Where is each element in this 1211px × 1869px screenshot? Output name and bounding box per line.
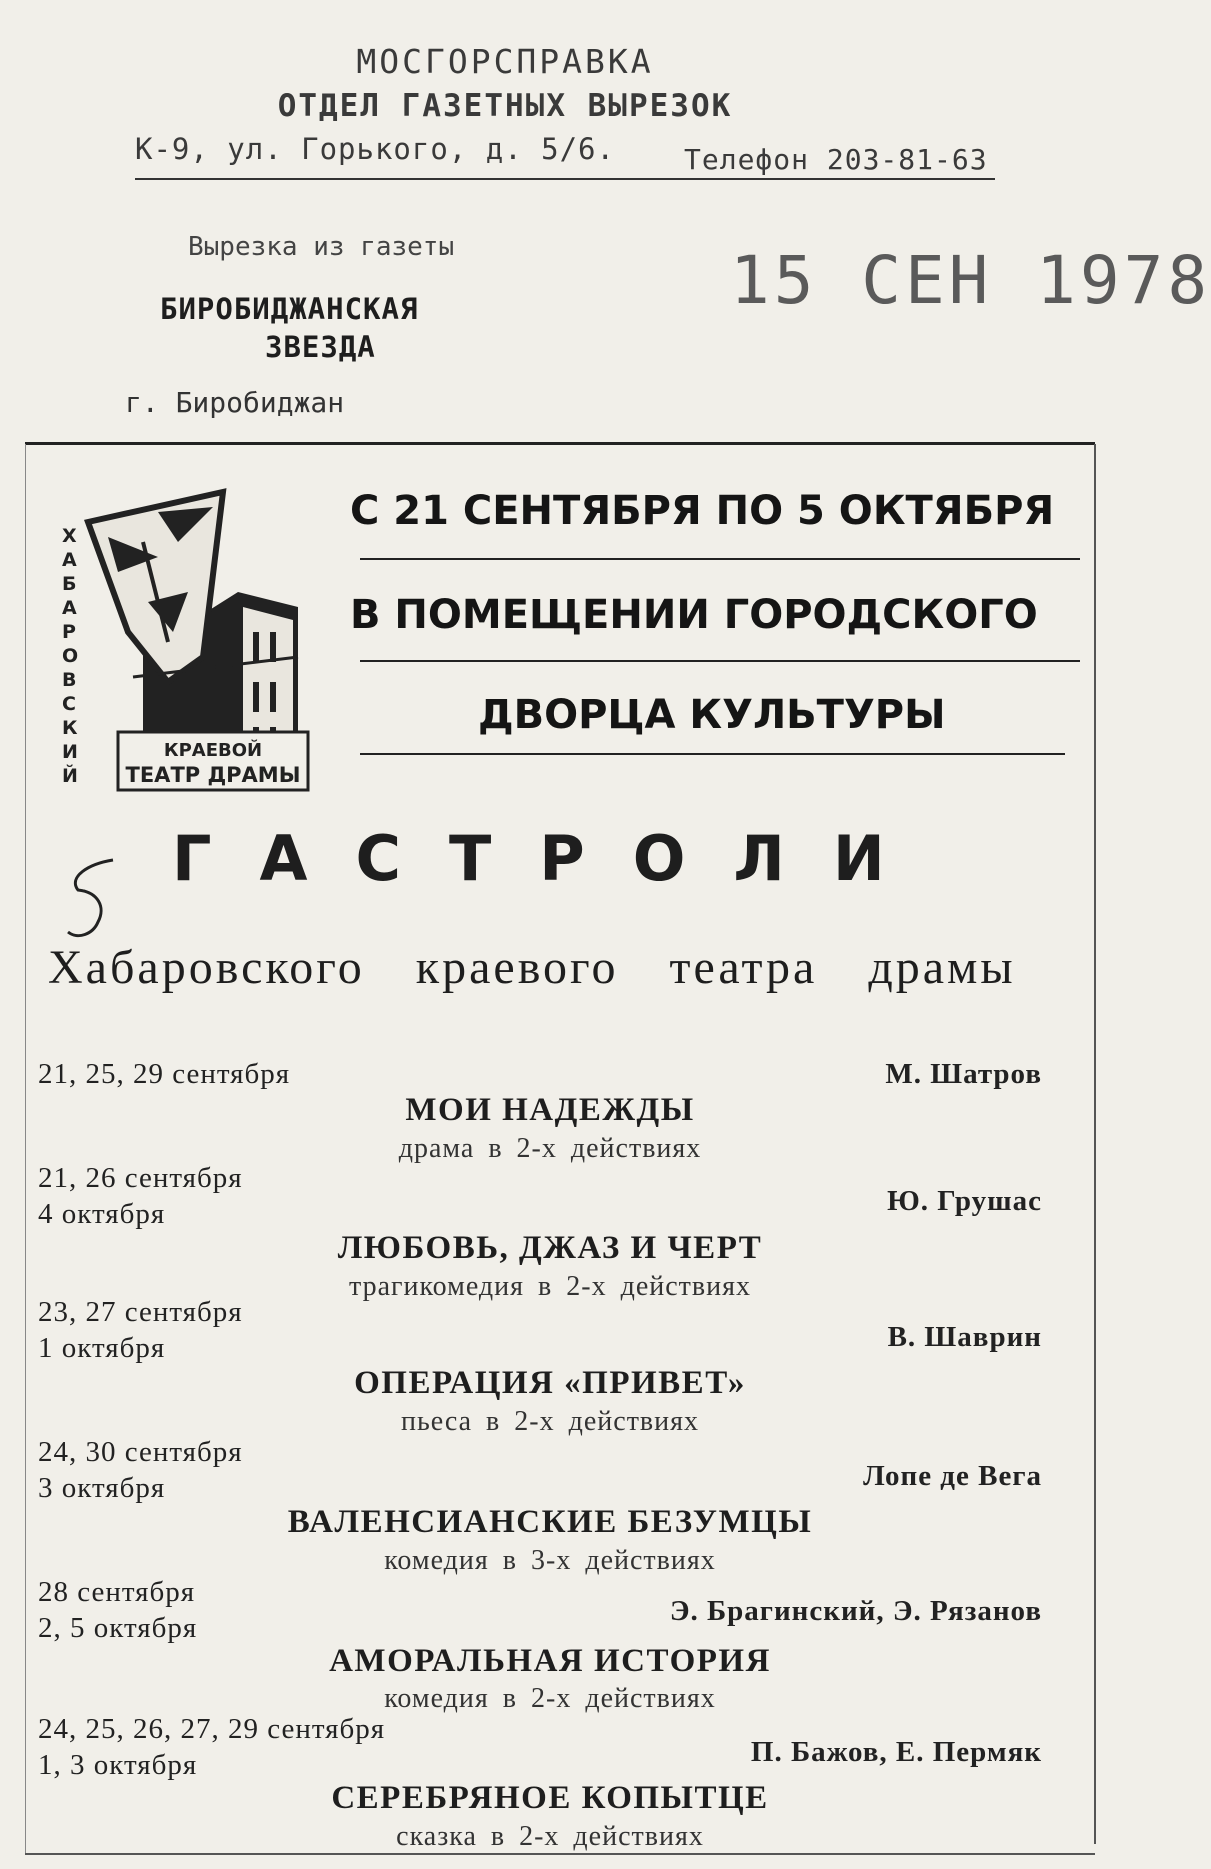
play-title: СЕРЕБРЯНОЕ КОПЫТЦЕ	[331, 1780, 769, 1816]
banner-rule-1	[360, 558, 1080, 560]
logo-text-line1: КРАЕВОЙ	[163, 740, 263, 761]
play-dates: 28 сентября	[38, 1576, 196, 1608]
logo-vertical-text: Х А Б А Р О В С К И Й	[62, 525, 79, 787]
play-dates: 1, 3 октября	[38, 1749, 198, 1781]
clipping-left-edge	[25, 444, 26, 1854]
phone: Телефон 203-81-63	[684, 143, 988, 176]
play-title: МОИ НАДЕЖДЫ	[405, 1092, 695, 1128]
cut-from-label: Вырезка из газеты	[188, 232, 455, 262]
play-author: Лопе де Вега	[863, 1460, 1042, 1492]
play-dates: 24, 25, 26, 27, 29 сентября	[38, 1713, 386, 1745]
play-author: Э. Брагинский, Э. Рязанов	[669, 1595, 1042, 1627]
venue-line2: ДВОРЦА КУЛЬТУРЫ	[478, 692, 946, 738]
play-author: М. Шатров	[885, 1058, 1042, 1090]
header-rule	[135, 178, 995, 180]
clipping-top-rule	[25, 442, 1095, 445]
tour-title: ГАСТРОЛИ	[172, 822, 933, 895]
play-dates: 4 октября	[38, 1198, 166, 1230]
address: К-9, ул. Горького, д. 5/6.	[135, 132, 615, 166]
tour-dates: С 21 СЕНТЯБРЯ ПО 5 ОКТЯБРЯ	[350, 488, 1055, 534]
banner-rule-3	[360, 753, 1065, 755]
play-dates: 21, 25, 29 сентября	[38, 1058, 291, 1090]
troupe-name: Хабаровского краевого театра драмы	[48, 941, 1016, 994]
department-name: ОТДЕЛ ГАЗЕТНЫХ ВЫРЕЗОК	[277, 88, 733, 124]
play-genre: комедия в 2-х действиях	[384, 1683, 716, 1714]
play-title: ЛЮБОВЬ, ДЖАЗ И ЧЕРТ	[337, 1230, 763, 1266]
play-dates: 23, 27 сентября	[38, 1296, 243, 1328]
play-genre: драма в 2-х действиях	[398, 1133, 702, 1164]
banner-rule-2	[360, 660, 1080, 662]
play-dates: 24, 30 сентября	[38, 1436, 243, 1468]
clipping-right-edge	[1094, 444, 1096, 1844]
theatre-logo	[48, 482, 323, 797]
logo-text-line2: ТЕАТР ДРАМЫ	[125, 763, 301, 787]
play-title: ВАЛЕНСИАНСКИЕ БЕЗУМЦЫ	[287, 1504, 813, 1540]
venue-line1: В ПОМЕЩЕНИИ ГОРОДСКОГО	[350, 592, 1038, 638]
play-dates: 1 октября	[38, 1332, 166, 1364]
play-author: П. Бажов, Е. Пермяк	[750, 1736, 1042, 1768]
newspaper-name-line1: БИРОБИДЖАНСКАЯ	[160, 292, 419, 326]
newspaper-name-line2: ЗВЕЗДА	[265, 330, 376, 364]
play-dates: 21, 26 сентября	[38, 1162, 243, 1194]
play-author: В. Шаврин	[887, 1321, 1042, 1353]
clipping-bottom-edge	[25, 1853, 1095, 1855]
play-title: ОПЕРАЦИЯ «ПРИВЕТ»	[354, 1365, 746, 1401]
play-genre: сказка в 2-х действиях	[396, 1821, 704, 1852]
pen-mark-icon	[58, 852, 138, 948]
newspaper-city: г. Биробиджан	[125, 386, 345, 419]
agency-name: МОСГОРСПРАВКА	[356, 42, 654, 81]
date-stamp: 15 СЕН 1978	[730, 242, 1211, 319]
play-author: Ю. Грушас	[887, 1185, 1042, 1217]
play-dates: 3 октября	[38, 1472, 166, 1504]
play-dates: 2, 5 октября	[38, 1612, 198, 1644]
play-genre: комедия в 3-х действиях	[384, 1545, 716, 1576]
play-title: АМОРАЛЬНАЯ ИСТОРИЯ	[329, 1643, 771, 1679]
play-genre: пьеса в 2-х действиях	[400, 1406, 700, 1437]
play-genre: трагикомедия в 2-х действиях	[349, 1271, 751, 1302]
